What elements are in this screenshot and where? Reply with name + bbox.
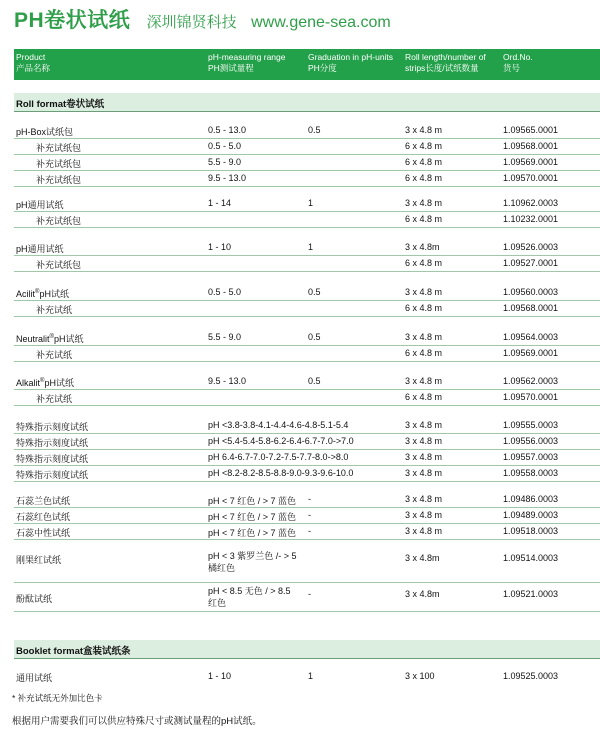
table-row: 石蕊红色试纸 pH < 7 红色 / > 7 蓝色 - 3 x 4.8 m 1.09489.0003 — [14, 508, 600, 524]
col-length: Roll length/number of strips长度/试纸数量 — [405, 52, 486, 73]
table-row: 通用试纸 1 - 10 1 3 x 100 1.09525.0003 — [16, 671, 559, 683]
table-row: 补充试纸包 5.5 - 9.0 6 x 4.8 m 1.09569.0001 — [14, 155, 600, 171]
table-row: 补充试纸包 9.5 - 13.0 6 x 4.8 m 1.09570.0001 — [14, 171, 600, 187]
table-row: 补充试纸 6 x 4.8 m 1.09570.0001 — [14, 390, 600, 406]
table-row: 特殊指示刻度试纸 pH 6.4-6.7-7.0-7.2-7.5-7.7-8.0->8.0 3 x 4.8 m 1.09557.0003 — [14, 450, 600, 466]
table-row: 石蕊中性试纸 pH < 7 红色 / > 7 蓝色 - 3 x 4.8 m 1.09518.0003 — [14, 524, 600, 540]
table-row: 刚果红试纸 pH < 3 紫罗兰色 /- > 5 橘红色 3 x 4.8m 1.09514.0003 — [14, 548, 600, 583]
table-row: 补充试纸包 6 x 4.8 m 1.09527.0001 — [14, 256, 600, 272]
group-acilit — [14, 285, 600, 317]
group-booklet — [14, 669, 600, 684]
table-row: pH通用试纸 1 - 10 1 3 x 4.8m 1.09526.0003 — [14, 240, 600, 256]
col-order-no: Ord.No. 货号 — [503, 52, 533, 73]
table-row: Acilit®pH试纸 0.5 - 5.0 0.5 3 x 4.8 m 1.09560.0003 — [14, 285, 600, 301]
website-link[interactable]: www.gene-sea.com — [251, 14, 391, 31]
page-header — [14, 4, 391, 34]
table-row: 补充试纸 6 x 4.8 m 1.09568.0001 — [14, 301, 600, 317]
table-row: Neutralit®pH试纸 5.5 - 9.0 0.5 3 x 4.8 m 1.09564.0003 — [14, 330, 600, 346]
group-special-color — [14, 548, 600, 612]
footnote: * 补充试纸无外加比色卡 — [12, 693, 103, 703]
col-graduation: Graduation in pH-units PH分度 — [308, 52, 394, 73]
table-row: 补充试纸包 6 x 4.8 m 1.10232.0001 — [14, 212, 600, 228]
table-row: Alkalit®pH试纸 9.5 - 13.0 0.5 3 x 4.8 m 1.09562.0003 — [14, 374, 600, 390]
table-row: pH通用试纸 1 - 14 1 3 x 4.8 m 1.10962.0003 — [14, 196, 600, 212]
group-special-indicator — [14, 418, 600, 482]
group-litmus — [14, 492, 600, 540]
table-row: 酚酞试纸 pH < 8.5 无色 / > 8.5 红色 - 3 x 4.8m 1.09521.0003 — [14, 583, 600, 612]
group-alkalit — [14, 374, 600, 406]
company-name: 深圳锦贤科技 — [146, 14, 237, 31]
table-row: 特殊指示刻度试纸 pH <8.2-8.2-8.5-8.8-9.0-9.3-9.6-10.0 3 x 4.8 m 1.09558.0003 — [14, 466, 600, 482]
table-row: 补充试纸包 0.5 - 5.0 6 x 4.8 m 1.09568.0001 — [14, 139, 600, 155]
group-ph-box — [14, 123, 600, 187]
table-row: 补充试纸 6 x 4.8 m 1.09569.0001 — [14, 346, 600, 362]
table-row: 石蕊兰色试纸 pH < 7 红色 / > 7 蓝色 - 3 x 4.8 m 1.09486.0003 — [14, 492, 600, 508]
col-range: pH-measuring range PH测试量程 — [208, 52, 286, 73]
remark: 根据用户需要我们可以供应特殊尺寸或测试量程的pH试纸。 — [12, 716, 262, 727]
group-universal-1-14 — [14, 196, 600, 228]
group-universal-1-10 — [14, 240, 600, 272]
section-roll-format: Roll format卷状试纸 — [14, 93, 600, 112]
table-row: pH-Box试纸包 0.5 - 13.0 0.5 3 x 4.8 m 1.09565.0001 — [14, 123, 600, 139]
page-title: PH卷状试纸 — [14, 9, 131, 32]
section-booklet-format: Booklet format盒装试纸条 — [14, 640, 600, 659]
group-neutralit — [14, 330, 600, 362]
table-row: 特殊指示刻度试纸 pH <5.4-5.4-5.8-6.2-6.4-6.7-7.0->7.0 3 x 4.8 m 1.09556.0003 — [14, 434, 600, 450]
table-row: 特殊指示刻度试纸 pH <3.8-3.8-4.1-4.4-4.6-4.8-5.1-5.4 3 x 4.8 m 1.09555.0003 — [14, 418, 600, 434]
col-product: Product 产品名称 — [16, 52, 51, 73]
table-header — [14, 49, 600, 80]
